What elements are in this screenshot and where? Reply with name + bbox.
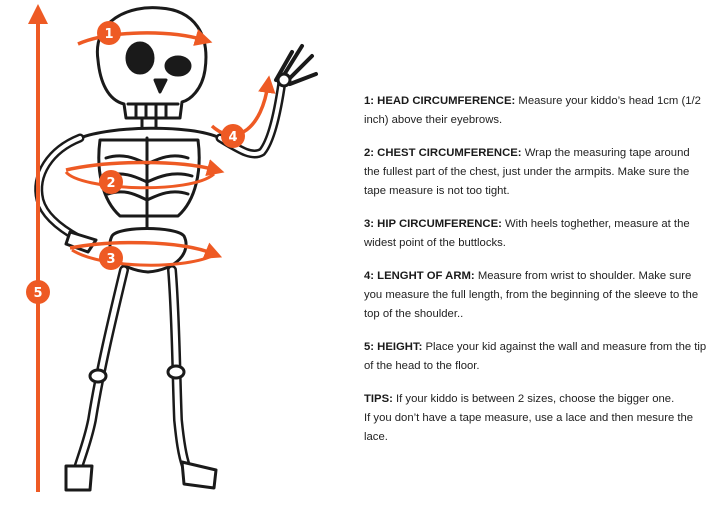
tips-line-2: If you don’t have a tape measure, use a lace and then mesure the lace. bbox=[364, 412, 694, 443]
instruction-label: 3: HIP CIRCUMFERENCE: bbox=[364, 218, 502, 230]
instruction-label: 1: HEAD CIRCUMFERENCE: bbox=[364, 95, 516, 107]
tips-line-1: If your kiddo is between 2 sizes, choose the bigger one. bbox=[396, 393, 675, 405]
instruction-text: Measure from wrist to shoulder. Make sure you measure the full length, from the beginning of the sleeve to the top of the shoulder.. bbox=[364, 270, 699, 320]
marker-chest bbox=[99, 170, 123, 194]
marker-height bbox=[26, 280, 50, 304]
instruction-text: Place your kid against the wall and measure from the tip of the head to the floor. bbox=[364, 341, 707, 372]
instruction-label: 2: CHEST CIRCUMFERENCE: bbox=[364, 147, 522, 159]
instruction-text: Wrap the measuring tape around the fullest part of the chest, just under the armpits. Make sure the tape measure is not too tight. bbox=[364, 147, 690, 197]
instruction-chest bbox=[364, 144, 708, 201]
svg-text:3: 3 bbox=[106, 252, 116, 267]
svg-text:4: 4 bbox=[228, 130, 238, 145]
instruction-hip bbox=[364, 215, 708, 253]
tips-label: TIPS: bbox=[364, 393, 393, 405]
marker-head bbox=[97, 21, 121, 45]
skeleton-measurement-illustration bbox=[0, 0, 345, 505]
skeleton-figure bbox=[39, 8, 316, 490]
tips bbox=[364, 390, 708, 447]
instruction-height bbox=[364, 338, 708, 376]
measurement-instructions bbox=[364, 92, 708, 461]
instruction-text: Measure your kiddo’s head 1cm (1/2 inch) above their eyebrows. bbox=[364, 95, 701, 126]
marker-arm bbox=[221, 124, 245, 148]
instruction-text: With heels toghether, measure at the widest point of the buttlocks. bbox=[364, 218, 690, 249]
marker-hip bbox=[99, 246, 123, 270]
instruction-head bbox=[364, 92, 708, 130]
svg-text:1: 1 bbox=[104, 27, 114, 42]
instruction-label: 4: LENGHT OF ARM: bbox=[364, 270, 475, 282]
svg-text:5: 5 bbox=[33, 286, 43, 301]
instruction-label: 5: HEIGHT: bbox=[364, 341, 423, 353]
instruction-arm bbox=[364, 267, 708, 324]
svg-text:2: 2 bbox=[106, 176, 116, 191]
